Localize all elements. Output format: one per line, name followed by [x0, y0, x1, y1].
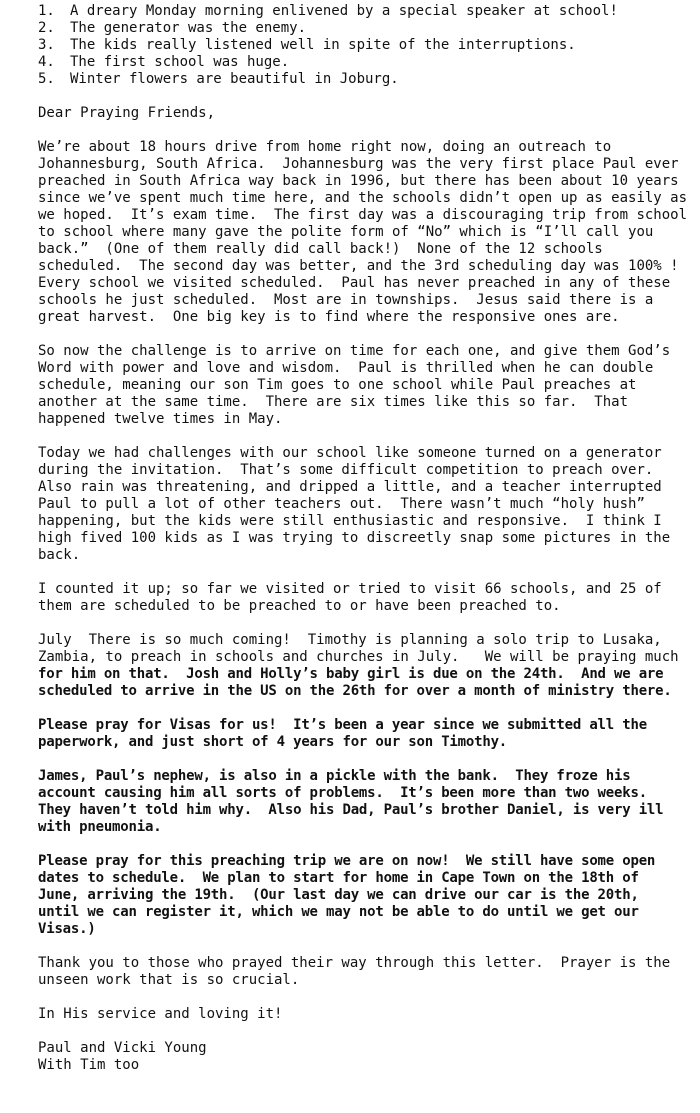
paragraph-line: James, Paul’s nephew, is also in a pickle with the bank. They froze his	[38, 768, 631, 784]
paragraph-line: another at the same time. There are six times like this so far. That	[38, 394, 629, 410]
signature-names: Paul and Vicki Young	[38, 1040, 207, 1056]
paragraph-line: preached in South Africa way back in 1996, but there has been about 10 years	[38, 173, 679, 189]
closing-line: In His service and loving it!	[38, 1006, 283, 1022]
list-text: The kids really listened well in spite of the interruptions.	[70, 37, 576, 53]
paragraph-line: Johannesburg, South Africa. Johannesburg was the very first place Paul ever	[38, 156, 679, 172]
list-number: 4.	[38, 54, 55, 70]
paragraph-line: back.” (One of them really did call back!) None of the 12 schools	[38, 241, 603, 257]
paragraph-line: Also rain was threatening, and dripped a little, and a teacher interrupted	[38, 479, 662, 495]
paragraph-line: great harvest. One big key is to find where the responsive ones are.	[38, 309, 620, 325]
paragraph-line: Paul to pull a lot of other teachers out. There wasn’t much “holy hush”	[38, 496, 645, 512]
signature-extra: With Tim too	[38, 1057, 140, 1073]
list-text: A dreary Monday morning enlivened by a special speaker at school!	[70, 3, 618, 19]
paragraph-line: account causing him all sorts of problems. It’s been more than two weeks.	[38, 785, 647, 801]
paragraph-line: with pneumonia.	[38, 819, 162, 835]
paragraph-line: happening, but the kids were still enthusiastic and responsive. I think I	[38, 513, 662, 529]
list-number: 1.	[38, 3, 55, 19]
paragraph-line: They haven’t told him why. Also his Dad, Paul’s brother Daniel, is very ill	[38, 802, 664, 818]
paragraph-line: Visas.)	[38, 921, 96, 937]
paragraph-line: to school where many gave the polite form of “No” which is “I’ll call you	[38, 224, 654, 240]
paragraph-line: unseen work that is so crucial.	[38, 972, 300, 988]
paragraph-line: happened twelve times in May.	[38, 411, 283, 427]
paragraph-line: Every school we visited scheduled. Paul has never preached in any of these	[38, 275, 671, 291]
paragraph-line: June, arriving the 19th. (Our last day we can drive our car is the 20th,	[38, 887, 639, 903]
list-text: The generator was the enemy.	[70, 20, 307, 36]
paragraph-line: Please pray for this preaching trip we are on now! We still have some open	[38, 853, 656, 869]
list-text: Winter flowers are beautiful in Joburg.	[70, 71, 399, 87]
paragraph-line: for him on that. Josh and Holly’s baby girl is due on the 24th. And we are	[38, 666, 664, 682]
paragraph-line: during the invitation. That’s some difficult competition to preach over.	[38, 462, 654, 478]
paragraph-line: schedule, meaning our son Tim goes to one school while Paul preaches at	[38, 377, 637, 393]
list-text: The first school was huge.	[70, 54, 290, 70]
paragraph-line: schools he just scheduled. Most are in townships. Jesus said there is a	[38, 292, 654, 308]
paragraph-line: scheduled to arrive in the US on the 26th for over a month of ministry there.	[38, 683, 672, 699]
paragraph-line: until we can register it, which we may not be able to do until we get our	[38, 904, 639, 920]
list-number: 3.	[38, 37, 55, 53]
paragraph-line: them are scheduled to be preached to or have been preached to.	[38, 598, 561, 614]
list-number: 5.	[38, 71, 55, 87]
paragraph-line: high fived 100 kids as I was trying to discreetly snap some pictures in the	[38, 530, 671, 546]
greeting: Dear Praying Friends,	[38, 105, 216, 121]
paragraph-line: I counted it up; so far we visited or tried to visit 66 schools, and 25 of	[38, 581, 662, 597]
list-number: 2.	[38, 20, 55, 36]
paragraph-line: Thank you to those who prayed their way through this letter. Prayer is the	[38, 955, 671, 971]
paragraph-line: since we’ve spent much time here, and the schools didn’t open up as easily as	[38, 190, 688, 206]
paragraph-line: So now the challenge is to arrive on time for each one, and give them God’s	[38, 343, 671, 359]
paragraph-line: Zambia, to preach in schools and churches in July. We will be praying much	[38, 649, 679, 665]
paragraph-line: Today we had challenges with our school like someone turned on a generator	[38, 445, 662, 461]
paragraph-line: paperwork, and just short of 4 years for our son Timothy.	[38, 734, 508, 750]
paragraph-line: scheduled. The second day was better, and the 3rd scheduling day was 100% !	[38, 258, 679, 274]
paragraph-line: July There is so much coming! Timothy is planning a solo trip to Lusaka,	[38, 632, 662, 648]
paragraph-line: Word with power and love and wisdom. Paul is thrilled when he can double	[38, 360, 654, 376]
paragraph-line: We’re about 18 hours drive from home right now, doing an outreach to	[38, 139, 612, 155]
paragraph-line: Please pray for Visas for us! It’s been a year since we submitted all the	[38, 717, 647, 733]
paragraph-line: we hoped. It’s exam time. The first day was a discouraging trip from school	[38, 207, 688, 223]
paragraph-line: dates to schedule. We plan to start for home in Cape Town on the 18th of	[38, 870, 639, 886]
paragraph-line: back.	[38, 547, 81, 563]
